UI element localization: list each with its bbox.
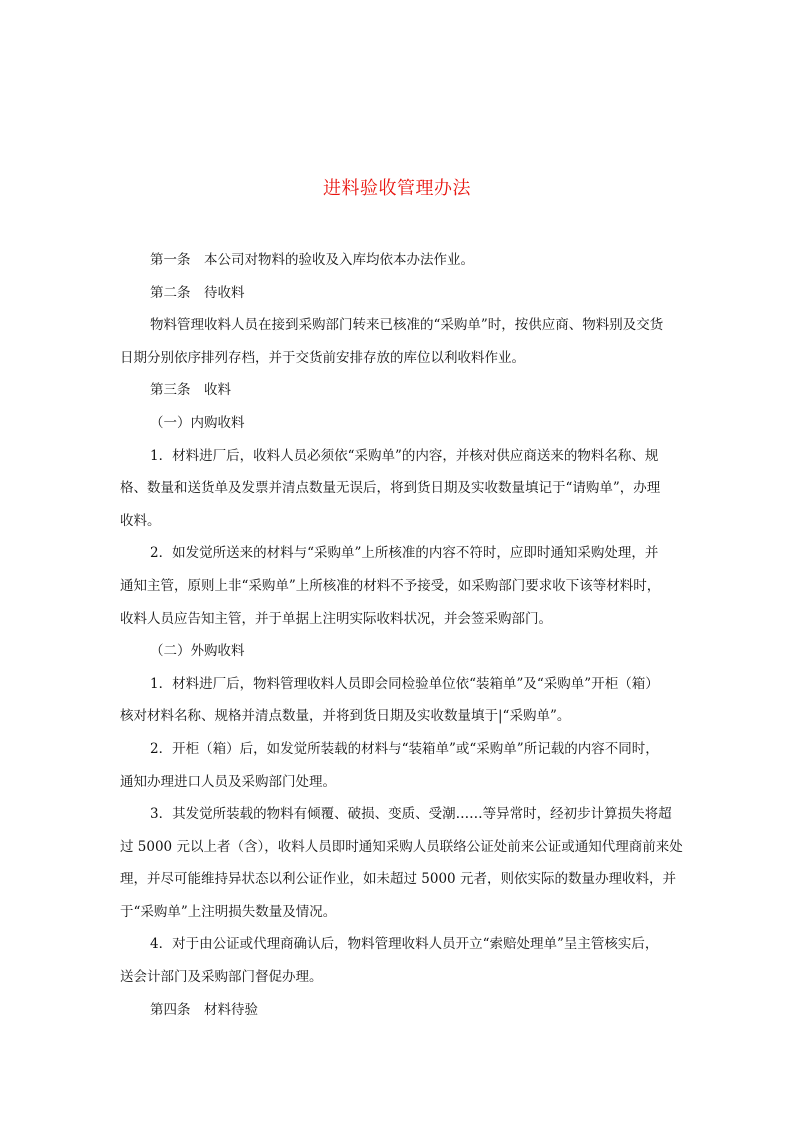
text-line: 核对材料名称、规格并清点数量，并将到货日期及实收数量填于|“采购单”。 — [120, 708, 571, 725]
article-1 — [120, 244, 690, 277]
text-line: 于“采购单”上注明损失数量及情况。 — [120, 903, 337, 920]
section-import-receiving — [120, 635, 690, 668]
text-line: 第二条 待收料 — [150, 284, 245, 301]
text-line: 1．材料进厂后，收料人员必须依“采购单”的内容，并核对供应商送来的物料名称、规 — [150, 447, 659, 464]
text-line: 日期分别依序排列存档，并于交货前安排存放的库位以利收料作业。 — [120, 349, 525, 366]
text-line: 收料人员应告知主管，并于单据上注明实际收料状况，并会签采购部门。 — [120, 610, 552, 627]
article-4-heading — [120, 994, 690, 1027]
text-line: 2．开柜（箱）后，如发觉所装载的材料与“装箱单”或“采购单”所记载的内容不同时， — [150, 740, 659, 757]
text-line: 送会计部门及采购部门督促办理。 — [120, 969, 323, 986]
text-line: 3．其发觉所装载的物料有倾覆、破损、变质、受潮……等异常时，经初步计算损失将超 — [150, 806, 672, 823]
text-line: 1．材料进厂后，物料管理收料人员即会同检验单位依“装箱单”及“采购单”开柜（箱） — [150, 675, 659, 692]
article-2-heading — [120, 277, 690, 310]
text-line: 4．对于由公证或代理商确认后，物料管理收料人员开立“索赔处理单”呈主管核实后， — [150, 936, 659, 953]
text-line: 通知主管，原则上非“采购单”上所核准的材料不予接受，如采购部门要求收下该等材料时， — [120, 577, 661, 594]
article-3-heading — [120, 374, 690, 407]
article-2-body — [120, 309, 690, 374]
import-item-2 — [120, 733, 690, 798]
text-line: 理，并尽可能维持异状态以利公证作业，如未超过 5000 元者，则依实际的数量办理收料，并 — [120, 871, 676, 888]
text-line: （二）外购收料 — [150, 643, 245, 660]
document-title: 进料验收管理办法 — [323, 178, 471, 199]
section-domestic-receiving — [120, 407, 690, 440]
domestic-item-2 — [120, 537, 690, 635]
domestic-item-1 — [120, 440, 690, 538]
text-line: 2．如发觉所送来的材料与“采购单”上所核准的内容不符时，应即时通知采购处理，并 — [150, 545, 659, 562]
import-item-3 — [120, 798, 690, 928]
text-line: 第四条 材料待验 — [150, 1001, 258, 1018]
text-line: 收料。 — [120, 512, 161, 529]
text-line: （一）内购收料 — [150, 414, 245, 431]
import-item-1 — [120, 668, 690, 733]
text-line: 过 5000 元以上者（含），收料人员即时通知采购人员联络公证处前来公证或通知代理商前来处 — [120, 838, 683, 855]
text-line: 第三条 收料 — [150, 382, 231, 399]
text-line: 格、数量和送货单及发票并清点数量无误后，将到货日期及实收数量填记于“请购单”，办理 — [120, 480, 661, 497]
document-body — [120, 244, 690, 1026]
text-line: 第一条 本公司对物料的验收及入库均依本办法作业。 — [150, 252, 474, 268]
text-line: 通知办理进口人员及采购部门处理。 — [120, 773, 336, 790]
import-item-4 — [120, 928, 690, 993]
text-line: 物料管理收料人员在接到采购部门转来已核准的“采购单”时，按供应商、物料别及交货 — [150, 317, 664, 334]
